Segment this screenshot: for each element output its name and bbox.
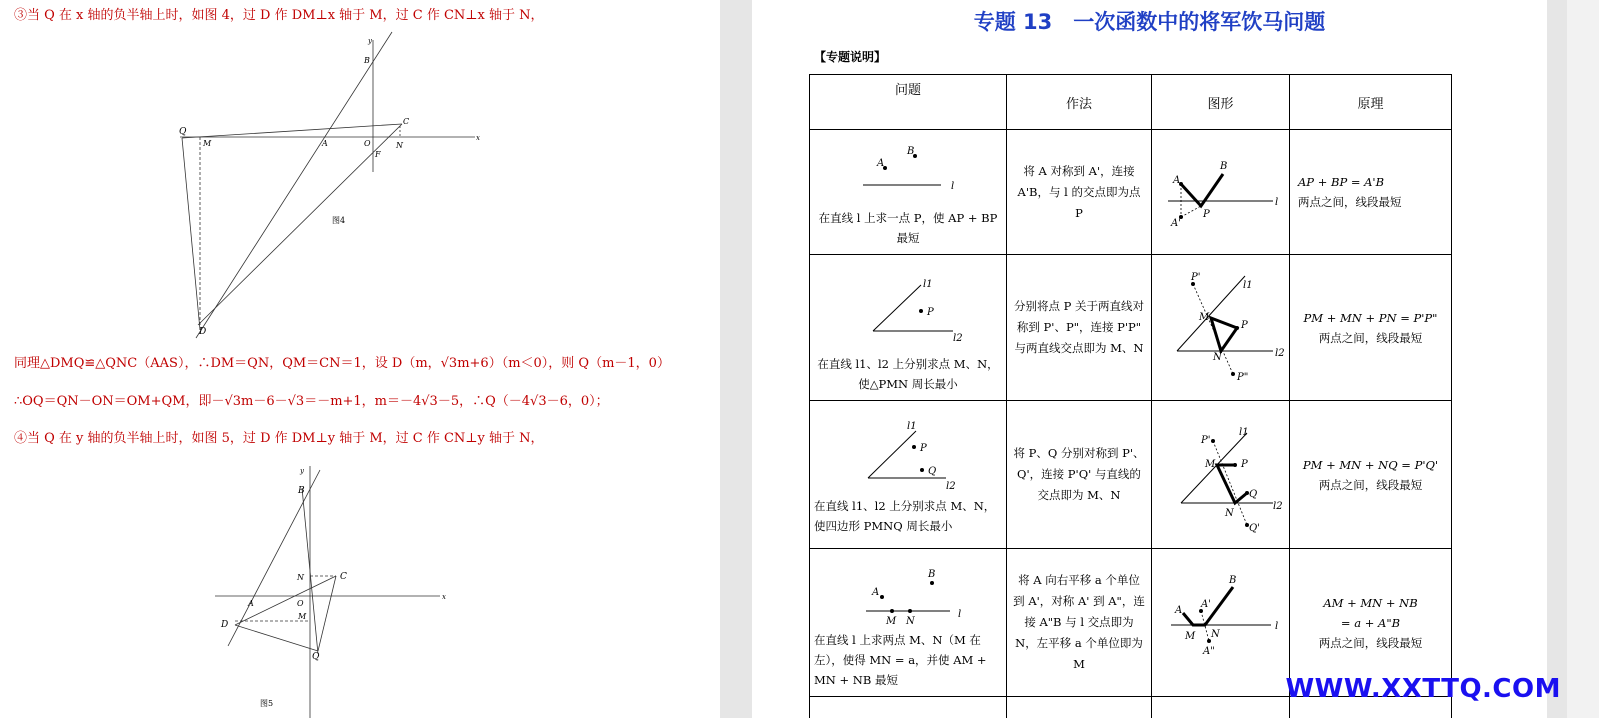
svg-text:N: N xyxy=(906,616,915,627)
svg-text:B: B xyxy=(364,56,370,65)
svg-text:l2: l2 xyxy=(946,481,956,492)
principle-cell: AM + MN + NB = a + A"B 两点之间，线段最短 xyxy=(1290,549,1452,697)
svg-text:P': P' xyxy=(1190,272,1200,283)
svg-text:x: x xyxy=(442,593,446,601)
problem-cell: A B M N l 在直线 l 上求两点 M、N（M 在左），使得 MN = a，并使 AM + MN + NB 最短 xyxy=(810,549,1007,697)
figure-4 xyxy=(0,20,720,360)
solution-line-result: ∴OQ＝QN－ON＝OM+QM，即－√3m－6－√3＝－m+1，m＝－4√3－5，∴Q（－4√3－6，0）； xyxy=(14,394,609,409)
method-cell: 将 A 对称到 A'，连接 A'B，与 l 的交点即为点 P xyxy=(1007,130,1152,255)
svg-text:P: P xyxy=(1240,459,1248,470)
svg-text:Q: Q xyxy=(1248,489,1257,500)
svg-text:F: F xyxy=(375,150,381,159)
header-figure: 图形 xyxy=(1152,75,1290,130)
fig4-caption: 图4 xyxy=(332,216,346,225)
figure-5 xyxy=(0,458,720,718)
svg-text:N: N xyxy=(1212,352,1222,363)
svg-text:Q: Q xyxy=(312,652,320,662)
svg-text:C: C xyxy=(340,572,347,582)
line-dc xyxy=(198,124,402,325)
svg-text:A: A xyxy=(877,157,885,169)
problem-text: 在直线 l 上求一点 P，使 AP + BP 最短 xyxy=(818,210,998,245)
svg-text:l1: l1 xyxy=(907,421,917,432)
right-page xyxy=(752,0,1547,718)
scrollbar[interactable] xyxy=(1567,0,1599,718)
figure-cell xyxy=(1152,549,1290,697)
document-title: 专题 13 一次函数中的将军饮马问题 xyxy=(973,10,1326,34)
problem-cell: P l1 l2 在直线 l1、l2 上分别求点 M、N，使△PMN 周长最小 xyxy=(810,255,1007,401)
svg-text:l2: l2 xyxy=(953,333,963,344)
svg-text:l1: l1 xyxy=(1242,280,1253,291)
principle-cell: PM + MN + NQ = P'Q' 两点之间，线段最短 xyxy=(1290,401,1452,549)
figure-cell xyxy=(1152,130,1290,255)
svg-text:y: y xyxy=(300,467,304,475)
figure-reflection-1 xyxy=(1153,131,1289,251)
figure-translation-4 xyxy=(1153,561,1289,681)
problem-figure-2 xyxy=(813,261,1003,351)
method-cell: 将 P、Q 分别对称到 P'、Q'，连接 P'Q' 与直线的交点即为 M、N xyxy=(1007,401,1152,549)
svg-text:l1: l1 xyxy=(923,279,933,290)
svg-text:D: D xyxy=(199,327,207,337)
svg-text:B: B xyxy=(298,486,305,496)
fig4-label-q: Q xyxy=(179,127,187,137)
svg-text:l1: l1 xyxy=(1238,427,1249,438)
problem-figure-1 xyxy=(813,137,1003,205)
svg-text:A": A" xyxy=(1202,646,1215,657)
problem-figure-4 xyxy=(810,555,1000,627)
table-row xyxy=(810,130,1452,255)
principle-cell: PM + MN + PN = P'P" 两点之间，线段最短 xyxy=(1290,255,1452,401)
svg-text:l2: l2 xyxy=(1274,348,1285,359)
svg-text:O: O xyxy=(297,599,304,608)
left-page xyxy=(0,0,720,718)
svg-text:B: B xyxy=(907,145,915,157)
svg-text:P: P xyxy=(920,443,927,454)
svg-text:A: A xyxy=(1174,605,1182,616)
header-principle: 原理 xyxy=(1290,75,1452,130)
svg-text:C: C xyxy=(403,117,410,126)
svg-text:A: A xyxy=(248,599,254,608)
problem-cell xyxy=(810,130,1007,255)
svg-text:x: x xyxy=(476,134,480,142)
svg-text:M: M xyxy=(886,616,897,627)
svg-text:M: M xyxy=(203,139,212,148)
figure-reflection-3 xyxy=(1153,403,1289,543)
method-cell: 分别将点 P 关于两直线对称到 P'、P"，连接 P'P" 与两直线交点即为 M、N xyxy=(1007,255,1152,401)
header-method: 作法 xyxy=(1007,75,1152,130)
svg-text:A: A xyxy=(1172,174,1180,186)
svg-text:l2: l2 xyxy=(1272,501,1283,512)
svg-text:N: N xyxy=(297,573,304,582)
principle-cell: AP + BP = A'B 两点之间，线段最短 xyxy=(1290,130,1452,255)
svg-text:D: D xyxy=(221,620,229,630)
figure-cell xyxy=(1152,255,1290,401)
svg-text:B: B xyxy=(1228,575,1236,586)
svg-text:P': P' xyxy=(1200,435,1210,446)
svg-text:P: P xyxy=(1202,208,1210,220)
fig5-caption: 图5 xyxy=(260,699,274,708)
svg-text:P": P" xyxy=(1236,372,1248,383)
svg-text:l: l xyxy=(951,180,955,192)
solution-line-4: ④当 Q 在 y 轴的负半轴上时，如图 5，过 D 作 DM⊥y 轴于 M，过 C 作 CN⊥y 轴于 N， xyxy=(14,431,544,446)
solution-line-3: ③当 Q 在 x 轴的负半轴上时，如图 4，过 D 作 DM⊥x 轴于 M，过 C 作 CN⊥x 轴于 N， xyxy=(14,8,544,23)
table-row xyxy=(810,255,1452,401)
section-heading: 【专题说明】 xyxy=(814,50,887,64)
problem-cell: P Q l1 l2 在直线 l1、l2 上分别求点 M、N，使四边形 PMNQ 周长最小 xyxy=(810,401,1007,549)
svg-text:M: M xyxy=(1204,459,1215,470)
svg-text:Q': Q' xyxy=(1248,523,1260,534)
header-problem: 问题 xyxy=(810,75,1007,130)
svg-text:l: l xyxy=(1274,621,1278,632)
table-row xyxy=(810,401,1452,549)
svg-text:Q: Q xyxy=(928,466,937,477)
svg-text:O: O xyxy=(364,139,371,148)
figure-cell xyxy=(1152,401,1290,549)
svg-text:M: M xyxy=(298,612,307,621)
svg-text:N: N xyxy=(1224,508,1234,519)
line-bd xyxy=(196,32,392,338)
svg-text:A': A' xyxy=(1170,217,1181,229)
svg-text:N: N xyxy=(1210,629,1220,640)
figure-reflection-2 xyxy=(1153,256,1289,396)
svg-text:P: P xyxy=(1240,320,1248,331)
svg-text:A: A xyxy=(872,587,880,598)
table-header-row xyxy=(810,75,1452,130)
svg-text:A: A xyxy=(322,139,328,148)
svg-text:A': A' xyxy=(1200,599,1211,610)
svg-text:y: y xyxy=(368,37,372,45)
svg-text:N: N xyxy=(396,141,403,150)
svg-text:M: M xyxy=(1198,312,1209,323)
watermark-logo: WWW.XXTTQ.COM xyxy=(1285,674,1561,704)
svg-text:P: P xyxy=(927,307,934,318)
svg-text:l: l xyxy=(1274,196,1278,208)
solution-line-congruent: 同理△DMQ≌△QNC（AAS），∴DM＝QN，QM＝CN＝1，设 D（m，√3m+6）（m＜0），则 Q（m－1，0） xyxy=(14,356,670,371)
svg-text:B: B xyxy=(1219,160,1227,172)
svg-text:B: B xyxy=(928,569,936,580)
svg-text:l: l xyxy=(958,609,962,620)
problem-figure-3 xyxy=(810,413,1000,493)
svg-text:M: M xyxy=(1184,631,1195,642)
method-cell: 将 A 向右平移 a 个单位到 A'，对称 A' 到 A"，连接 A"B 与 l 交点即为 N，左平移 a 个单位即为 M xyxy=(1007,549,1152,697)
method-table xyxy=(809,74,1452,718)
